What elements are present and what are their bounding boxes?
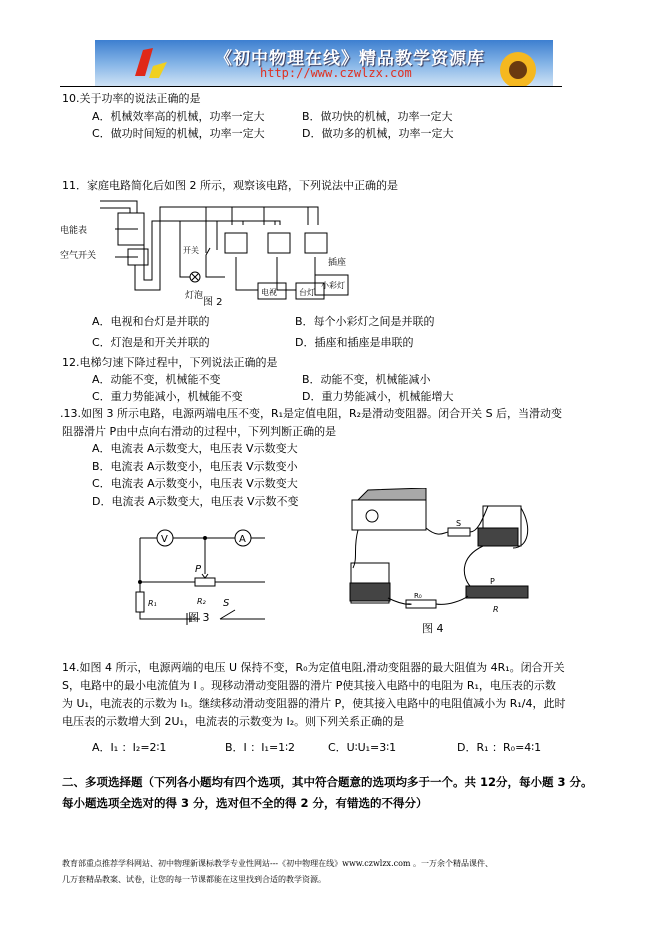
label-breaker: 空气开关 bbox=[60, 251, 97, 261]
switch-s-label: S bbox=[456, 519, 462, 528]
q11-option-a: A．电视和台灯是并联的 bbox=[92, 315, 210, 328]
section-2-heading-line-2: 每小题选项全选对的得 3 分，选对但不全的得 2 分，有错选的不得分） bbox=[62, 796, 428, 810]
figure-4-caption: 图 4 bbox=[422, 622, 444, 635]
rheostat-label: R bbox=[493, 605, 499, 614]
q12-option-d: D．重力势能减小，机械能增大 bbox=[302, 390, 454, 403]
q10-option-d: D．做功多的机械，功率一定大 bbox=[302, 127, 454, 140]
q11-option-d: D．插座和插座是串联的 bbox=[295, 336, 414, 349]
q12-option-b: B．动能不变，机械能减小 bbox=[302, 373, 431, 386]
q10-option-b: B．做功快的机械，功率一定大 bbox=[302, 110, 453, 123]
label-meter: 电能表 bbox=[60, 226, 88, 236]
label-socket: 插座 bbox=[328, 258, 347, 268]
figure-2-household-circuit bbox=[60, 195, 370, 307]
q14-option-c: C．U∶U₁=3∶1 bbox=[328, 741, 397, 754]
section-2-heading-line-1: 二、多项选择题（下列各小题均有四个选项，其中符合题意的选项均多于一个。共 12分，每小题 3 分。 bbox=[62, 775, 593, 789]
r2-label: R₂ bbox=[197, 597, 206, 606]
banner-title: 《初中物理在线》精品教学资源库 bbox=[215, 49, 485, 69]
label-lamp: 台灯 bbox=[299, 288, 315, 297]
ammeter-label: A bbox=[239, 534, 246, 545]
q14-stem-line-1: 14.如图 4 所示，电源两端的电压 U 保持不变，R₀为定值电阻,滑动变阻器的最大阻值为 4R₁。闭合开关 bbox=[62, 661, 565, 674]
q10-option-c: C．做功时间短的机械，功率一定大 bbox=[92, 127, 265, 140]
q13-option-c: C．电流表 A示数变小，电压表 V示数变大 bbox=[92, 477, 298, 490]
q11-option-b: B．每个小彩灯之间是并联的 bbox=[295, 315, 435, 328]
q14-option-a: A．I₁ ：I₂=2∶1 bbox=[92, 741, 167, 754]
q13-stem-line-1: .13.如图 3 所示电路，电源两端电压不变，R₁是定值电阻，R₂是滑动变阻器。闭合开关 S 后，当滑动变 bbox=[60, 407, 563, 420]
q14-option-d: D．R₁ ：R₀=4∶1 bbox=[457, 741, 542, 754]
label-tv: 电视 bbox=[261, 288, 277, 297]
q14-option-b: B．I ：I₁=1∶2 bbox=[225, 741, 296, 754]
q12-option-a: A．动能不变，机械能不变 bbox=[92, 373, 221, 386]
header-rule bbox=[60, 86, 562, 87]
q14-stem-line-2: S，电路中的最小电流值为 I 。现移动滑动变阻器的滑片 P使其接入电路中的电阻为 R₁，电压表的示数 bbox=[62, 679, 556, 692]
slider-p-label: P bbox=[490, 577, 495, 586]
q10-stem: 10.关于功率的说法正确的是 bbox=[62, 92, 201, 105]
logo-icon bbox=[125, 40, 185, 86]
q10-option-a: A．机械效率高的机械，功率一定大 bbox=[92, 110, 265, 123]
q12-option-c: C．重力势能减小，机械能不变 bbox=[92, 390, 243, 403]
footer-line-1: 教育部重点推荐学科网站、初中物理新课标教学专业性网站---《初中物理在线》www.czwlzx.com 。一万余个精品课件、 bbox=[62, 859, 494, 868]
q11-stem: 11．家庭电路简化后如图 2 所示，观察该电路，下列说法中正确的是 bbox=[62, 179, 398, 192]
q14-stem-line-3: 为 U₁，电流表的示数为 I₁。继续移动滑动变阻器的滑片 P，使其接入电路中的电阻值减小为 R₁/4，此时 bbox=[62, 697, 566, 710]
q14-stem-line-4: 电压表的示数增大到 2U₁，电流表的示数变为 I₂。则下列关系正确的是 bbox=[62, 715, 405, 728]
q13-option-a: A．电流表 A示数变大，电压表 V示数变大 bbox=[92, 442, 298, 455]
voltmeter-label: V bbox=[161, 534, 168, 545]
q13-option-d: D．电流表 A示数变大，电压表 V示数不变 bbox=[92, 495, 299, 508]
header-banner bbox=[95, 40, 553, 86]
label-bulb: 灯泡 bbox=[185, 291, 204, 301]
figure-4-apparatus bbox=[348, 488, 538, 618]
r1-label: R₁ bbox=[148, 599, 157, 608]
sunflower-icon bbox=[473, 40, 553, 86]
slider-label: P bbox=[195, 564, 202, 575]
q12-stem: 12.电梯匀速下降过程中，下列说法正确的是 bbox=[62, 356, 278, 369]
label-switch: 开关 bbox=[183, 246, 199, 255]
switch-label: S bbox=[223, 598, 230, 609]
footer-line-2: 几万套精品教案、试卷，让您的每一节课都能在这里找到合适的教学资源。 bbox=[62, 875, 326, 884]
banner-url: http://www.czwlzx.com bbox=[260, 66, 412, 80]
figure-3-caption: 图 3 bbox=[188, 611, 210, 624]
q11-option-c: C．灯泡是和开关并联的 bbox=[92, 336, 210, 349]
q13-stem-line-2: 阻器滑片 P由中点向右滑动的过程中，下列判断正确的是 bbox=[62, 425, 337, 438]
q13-option-b: B．电流表 A示数变小，电压表 V示数变小 bbox=[92, 460, 298, 473]
label-lights: 小彩灯 bbox=[321, 281, 345, 290]
r0-label: R₀ bbox=[414, 592, 422, 600]
figure-2-caption: 图 2 bbox=[203, 297, 223, 307]
